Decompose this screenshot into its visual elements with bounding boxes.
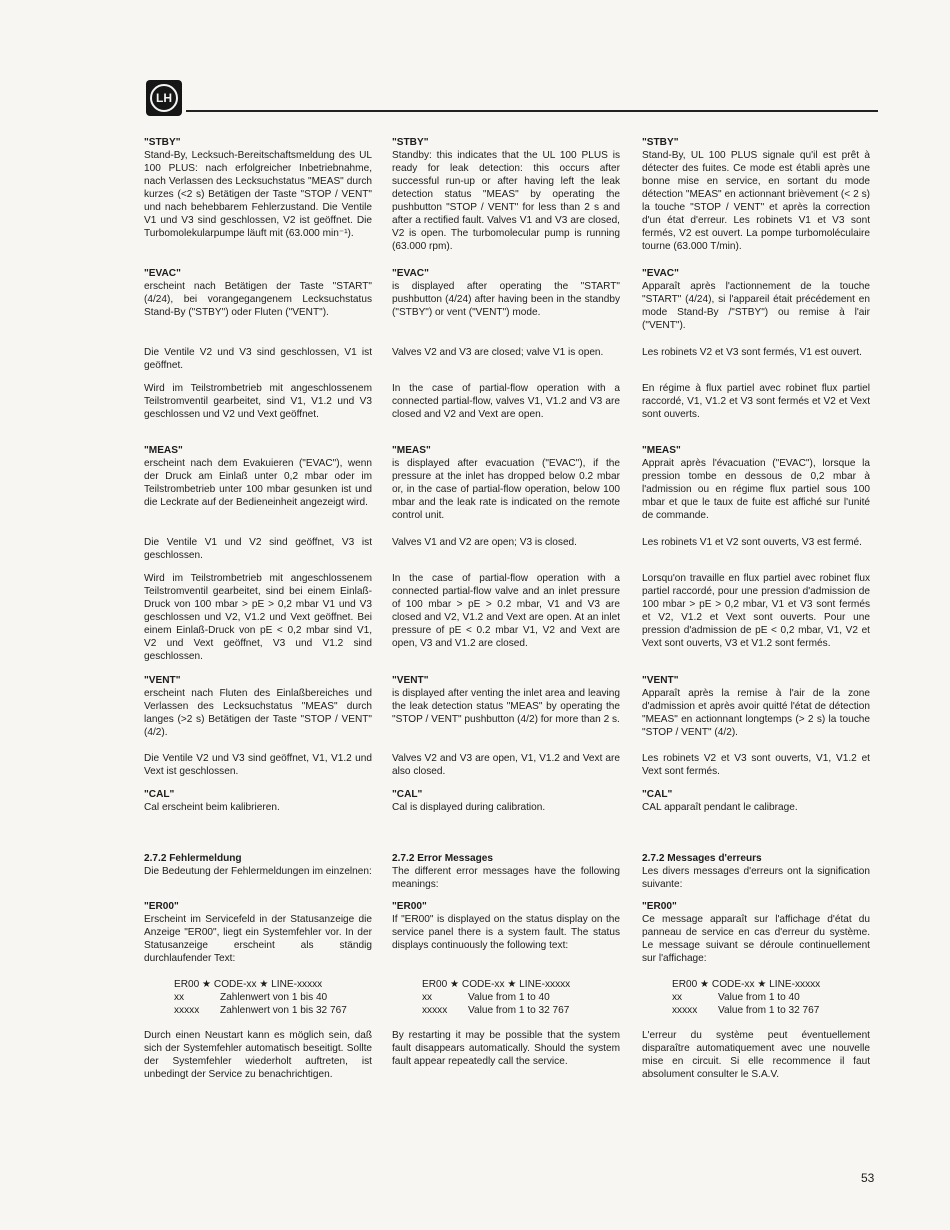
vent-section — [144, 674, 372, 739]
code-xx-desc: Value from 1 to 40 — [718, 992, 800, 1003]
cal-text: Cal erscheint beim kalibrieren. — [144, 802, 280, 813]
meas-term: "MEAS" — [642, 445, 681, 456]
evac-text: is displayed after operating the "START" pushbutton (4/24) after having been in the standby ("STBY") or vent ("VENT") mode. — [392, 281, 620, 318]
evac-section — [144, 267, 372, 319]
meas-partial: Lorsqu'on travaille en flux partiel avec robinet flux partiel raccordé, pour une pression d'admission de 100 mbar > pE > 0,2 mbar, V1 et V3 sont fermés et V2, V1.2 et Vext sont ouverts. Pour une pression d'admission de pE < 0,2 mbar, V1, V2 et Vext sont ouverts, V3 et V1.2 sont fermés. — [642, 573, 870, 649]
error-intro: The different error messages have the following meanings: — [392, 866, 620, 890]
er00-term: "ER00" — [392, 901, 427, 912]
stby-text: Stand-By, UL 100 PLUS signale qu'il est prêt à détecter des fuites. Ce mode est établi après une bonne mise en service, en sortant du mode détection "MEAS" en actionnant brièvement (< 2 s) la touche "STOP / VENT" et après la correction d'un état d'erreur. Les robinets V1 et V3 sont fermés, V2 est ouvert. La pompe turbomoléculaire tourne (63.000 T/min). — [642, 150, 870, 252]
er00-term: "ER00" — [144, 901, 179, 912]
vent-term: "VENT" — [642, 675, 679, 686]
meas-partial: Wird im Teilstrombetrieb mit angeschlossenem Teilstromventil gearbeitet, sind bei einem Einlaß-Druck von 100 mbar > pE > 0,2 mbar V1 und V3 geschlossen und V2, V1.2 und Vext geöffnet. Bei einem Einlaß-Druck von pE < 0,2 mbar sind V1, V2 und Vext geöffnet, V3 und V1.2 sind geschlossen. — [144, 573, 372, 662]
er00-text: Erscheint im Servicefeld in der Statusanzeige die Anzeige "ER00", liegt ein Systemfehler vor. In der Statusanzeige erscheint als ständig durchlaufender Text: — [144, 914, 372, 964]
stby-term: "STBY" — [144, 137, 181, 148]
code-line: ER00 ★ CODE-xx ★ LINE-xxxxx — [422, 979, 571, 990]
er00-text: Ce message apparaît sur l'affichage d'état du panneau de service en cas d'erreur du système. Le message suivant se déroule continuellement sur l'affichage: — [642, 914, 870, 964]
evac-text: erscheint nach Betätigen der Taste "START" (4/24), bei vorangegangenem Lecksuchstatus Stand-By ("STBY") oder Fluten ("VENT"). — [144, 281, 372, 318]
cal-text: CAL apparaît pendant le calibrage. — [642, 802, 798, 813]
meas-valves: Die Ventile V1 und V2 sind geöffnet, V3 ist geschlossen. — [144, 537, 372, 561]
vent-text: erscheint nach Fluten des Einlaßbereiches und Verlassen des Lecksuchstatus "MEAS" durch langes (>2 s) Betätigen der Taste "STOP / VENT" (4/2). — [144, 688, 372, 738]
error-code-block — [144, 978, 372, 1017]
cal-section — [642, 788, 870, 814]
error-intro: Die Bedeutung der Fehlermeldungen im einzelnen: — [144, 866, 372, 877]
code-xxxxx-desc: Value from 1 to 32 767 — [468, 1005, 570, 1016]
error-section — [642, 852, 870, 891]
meas-section — [642, 444, 870, 522]
code-xxxxx: xxxxx — [174, 1005, 200, 1016]
error-code-block — [392, 978, 620, 1017]
meas-valves: Valves V1 and V2 are open; V3 is closed. — [392, 537, 577, 548]
error-intro: Les divers messages d'erreurs ont la signification suivante: — [642, 866, 870, 890]
vent-valves: Die Ventile V2 und V3 sind geöffnet, V1, V1.2 und Vext ist geschlossen. — [144, 753, 372, 777]
er00-section — [144, 900, 372, 965]
stby-section — [144, 136, 372, 240]
stby-term: "STBY" — [392, 137, 429, 148]
cal-text: Cal is displayed during calibration. — [392, 802, 546, 813]
meas-section — [144, 444, 372, 509]
meas-term: "MEAS" — [144, 445, 183, 456]
error-section — [144, 852, 372, 878]
evac-valves: Les robinets V2 et V3 sont fermés, V1 est ouvert. — [642, 347, 862, 358]
stby-text: Standby: this indicates that the UL 100 PLUS is ready for leak detection: this occurs after successful run-up or after having left the leak detection status "MEAS" by operating the pushbutton "STOP / VENT" for less than 2 s and after a rectified fault. Valves V1 and V3 are closed, V2 is open. The turbomolecular pump is running (63.000 rpm). — [392, 150, 620, 252]
error-code-block — [642, 978, 870, 1017]
evac-section — [642, 267, 870, 332]
evac-term: "EVAC" — [392, 268, 429, 279]
error-heading: 2.7.2 Error Messages — [392, 853, 493, 864]
code-xxxxx-desc: Zahlenwert von 1 bis 32 767 — [220, 1005, 347, 1016]
restart-note: L'erreur du système peut éventuellement disparaître automatiquement avec une nouvelle mise en circuit. Si elle recommence il faut absolument consulter le S.A.V. — [642, 1030, 870, 1080]
evac-valves: Valves V2 and V3 are closed; valve V1 is open. — [392, 347, 604, 358]
code-xxxxx-desc: Value from 1 to 32 767 — [718, 1005, 820, 1016]
evac-section — [392, 267, 620, 319]
code-xx-desc: Value from 1 to 40 — [468, 992, 550, 1003]
vent-valves: Les robinets V2 et V3 sont ouverts, V1, V1.2 et Vext sont fermés. — [642, 753, 870, 777]
code-xx-desc: Zahlenwert von 1 bis 40 — [220, 992, 328, 1003]
meas-text: erscheint nach dem Evakuieren ("EVAC"), wenn der Druck am Einlaß unter 0,2 mbar oder im Teilstrombetrieb unter 100 mbar gesunken ist und die Leckrate auf der Bedieneinheit angezeigt wird. — [144, 458, 372, 508]
stby-section — [392, 136, 620, 253]
vent-text: is displayed after venting the inlet area and leaving the leak detection status "MEAS" by operating the "STOP / VENT" pushbutton (4/2) for more than 2 s. — [392, 688, 620, 725]
meas-partial: In the case of partial-flow operation with a connected partial-flow valve and an inlet pressure of 100 mbar > pE > 0.2 mbar, V1 and V3 are closed and V2, V1.2 and Vext are open. At an inlet pressure of pE < 0.2 mbar V1, V2 and Vext are open, V3 and V1.2 are closed. — [392, 573, 620, 649]
cal-term: "CAL" — [144, 789, 175, 800]
error-heading: 2.7.2 Messages d'erreurs — [642, 853, 762, 864]
logo-text: LH — [150, 84, 178, 112]
code-xx: xx — [174, 992, 185, 1003]
vent-term: "VENT" — [392, 675, 429, 686]
meas-term: "MEAS" — [392, 445, 431, 456]
er00-text: If "ER00" is displayed on the status display on the service panel there is a system fault. The status displays continuously the following text: — [392, 914, 620, 951]
code-xxxxx: xxxxx — [422, 1005, 448, 1016]
error-section — [392, 852, 620, 891]
evac-valves: Die Ventile V2 und V3 sind geschlossen, V1 ist geöffnet. — [144, 347, 372, 371]
company-logo — [146, 80, 182, 116]
vent-text: Apparaît après la remise à l'air de la zone d'admission et après avoir quitté l'état de détection "MEAS" en actionnant longtemps (> 2 s) la touche "STOP / VENT" (4/2). — [642, 688, 870, 738]
stby-text: Stand-By, Lecksuch-Bereitschaftsmeldung des UL 100 PLUS: nach erfolgreicher Inbetriebnahme, nach Verlassen des Lecksuchstatus "MEAS" durch kurzes (<2 s) Betätigen der Taste "STOP / VENT" und nach behebbarem Fehlerzustand. Die Ventile V1 und V3 sind geschlossen, V2 ist geöffnet. Die Turbomolekularpumpe läuft mit (63.000 min⁻¹). — [144, 150, 372, 239]
evac-text: Apparaît après l'actionnement de la touche "START" (4/24), si l'appareil était précédement en mode Stand-By /"STBY") ou remise à l'air ("VENT"). — [642, 281, 870, 331]
code-line: ER00 ★ CODE-xx ★ LINE-xxxxx — [174, 979, 323, 990]
vent-valves: Valves V2 and V3 are open, V1, V1.2 and Vext are also closed. — [392, 753, 620, 777]
restart-note: Durch einen Neustart kann es möglich sein, daß sich der Systemfehler automatisch beseitigt. Sollte der Systemfehler wiederholt auftreten, ist unbedingt der Service zu benachrichtigen. — [144, 1030, 372, 1080]
evac-term: "EVAC" — [642, 268, 679, 279]
stby-term: "STBY" — [642, 137, 679, 148]
error-heading: 2.7.2 Fehlermeldung — [144, 853, 242, 864]
meas-section — [392, 444, 620, 522]
code-xx: xx — [422, 992, 433, 1003]
er00-term: "ER00" — [642, 901, 677, 912]
vent-section — [392, 674, 620, 726]
meas-text: Apprait après l'évacuation ("EVAC"), lorsque la pression tombe en dessous de 0,2 mbar à l'admission ou en régime flux partiel sous 100 mbar et que le taux de fuite est affiché sur l'unité de commande. — [642, 458, 870, 521]
cal-term: "CAL" — [392, 789, 423, 800]
code-xx: xx — [672, 992, 683, 1003]
vent-term: "VENT" — [144, 675, 181, 686]
er00-section — [392, 900, 620, 952]
evac-partial: En régime à flux partiel avec robinet flux partiel raccordé, V1, V1.2 et V3 sont fermés et V2 et Vext sont ouverts. — [642, 383, 870, 420]
er00-section — [642, 900, 870, 965]
meas-valves: Les robinets V1 et V2 sont ouverts, V3 est fermé. — [642, 537, 862, 548]
cal-section — [144, 788, 372, 814]
vent-section — [642, 674, 870, 739]
cal-section — [392, 788, 620, 814]
evac-term: "EVAC" — [144, 268, 181, 279]
meas-text: is displayed after evacuation ("EVAC"), if the pressure at the inlet has dropped below 0.2 mbar or, in the case of partial-flow operation, below 100 mbar and the leak rate is indicated on the remote control unit. — [392, 458, 620, 521]
code-line: ER00 ★ CODE-xx ★ LINE-xxxxx — [672, 979, 821, 990]
header-rule — [186, 110, 878, 112]
stby-section — [642, 136, 870, 253]
code-xxxxx: xxxxx — [672, 1005, 698, 1016]
evac-partial: In the case of partial-flow operation with a connected partial-flow, valves V1, V1.2 and V3 are closed and V2 and Vext are open. — [392, 383, 620, 420]
restart-note: By restarting it may be possible that the system fault disappears automatically. Should the system fault appear repeatedly call the service. — [392, 1030, 620, 1067]
page-number: 53 — [861, 1171, 875, 1185]
evac-partial: Wird im Teilstrombetrieb mit angeschlossenem Teilstromventil gearbeitet, sind V1, V1.2 und V3 geschlossen und V2 und Vext geöffnet. — [144, 383, 372, 420]
cal-term: "CAL" — [642, 789, 673, 800]
